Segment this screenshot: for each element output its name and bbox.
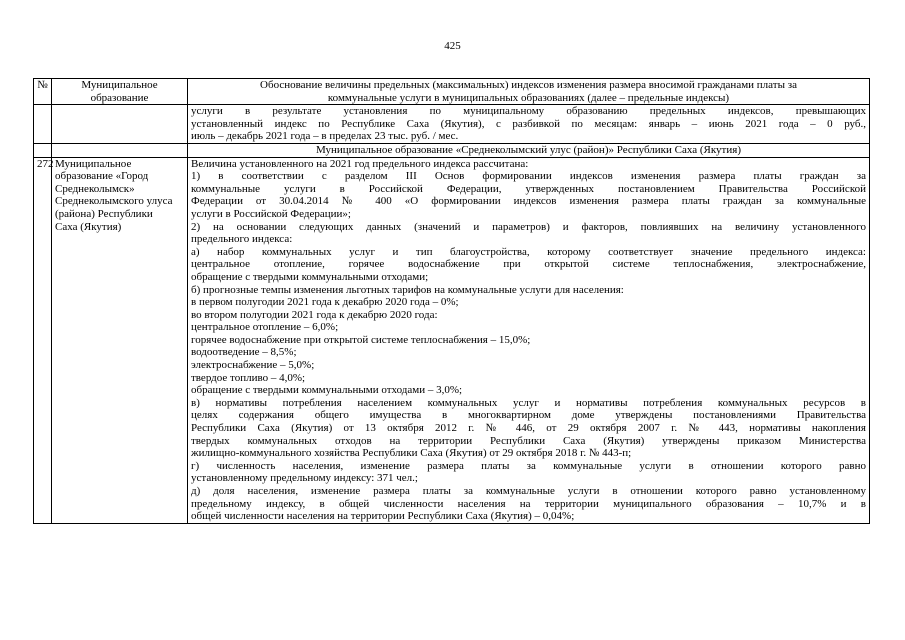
continuation-line: установленный индекс по Республике Саха (Якутия), с разбивкой по месяцам: январь – июнь 2021 года – 0 руб., xyxy=(191,117,866,130)
entry-justification-line: жилищно-коммунального хозяйства Республики Саха (Якутия) от 29 октября 2018 г. № 443-п; xyxy=(191,447,632,460)
title-num xyxy=(34,143,52,157)
entry-justification-line: Федерации от 30.04.2014 № 400 «О формировании индексов изменения размера платы граждан за коммунальные xyxy=(191,195,866,208)
entry-justification xyxy=(188,157,870,523)
continuation-municipality xyxy=(52,105,188,144)
entry-justification-line: горячее водоснабжение при открытой системе теплоснабжения – 15,0%; xyxy=(191,333,531,346)
header-municipality xyxy=(52,79,188,105)
header-justification-line: коммунальные услуги в муниципальных образованиях (далее – предельные индексы) xyxy=(327,91,730,104)
title-municipality xyxy=(52,143,188,157)
entry-justification-line: во втором полугодии 2021 года к декабрю 2020 года: xyxy=(191,308,438,321)
entry-justification-line: 1) в соответствии с разделом III Основ формировании индексов изменения размера платы граждан за xyxy=(191,170,866,183)
entry-justification-line: установленному предельному индексу: 371 чел.; xyxy=(191,472,418,485)
entry-justification-line: целях содержания общего имущества в многоквартирном доме утверждены постановлениями Правительства xyxy=(191,409,866,422)
entry-justification-line: водоотведение – 8,5%; xyxy=(191,346,297,359)
continuation-line: услуги в результате установления по муниципальному образованию предельных индексов, превышающих xyxy=(191,105,866,118)
entry-justification-line: центральное отопление – 6,0%; xyxy=(191,321,339,334)
entry-municipality-line: (района) Республики xyxy=(55,207,153,220)
entry-justification-line: твердое топливо – 4,0%; xyxy=(191,371,306,384)
continuation-text xyxy=(188,105,870,144)
entry-justification-line: б) прогнозные темпы изменения льготных тарифов на коммунальные услуги для населения: xyxy=(191,283,624,296)
entry-justification-line: 2) на основании следующих данных (значений и параметров) и факторов, повлиявших на величину установленного xyxy=(191,220,866,233)
municipality-title-row xyxy=(34,143,870,157)
entry-justification-line: обращение с твердыми коммунальными отходами; xyxy=(191,270,429,283)
entry-justification-line: электроснабжение – 5,0%; xyxy=(191,359,315,372)
entry-justification-line: в первом полугодии 2021 года к декабрю 2020 года – 0%; xyxy=(191,296,459,309)
header-municipality-line: Муниципальное xyxy=(81,79,158,91)
entry-justification-line: твердых коммунальных отходов на территории Республики Саха (Якутия) утверждены приказом Министерства xyxy=(191,434,866,447)
entry-justification-line: предельного индекса: xyxy=(191,233,293,246)
header-justification-line: Обоснование величины предельных (максимальных) индексов изменения размера вносимой гражданами платы за xyxy=(260,79,797,91)
entry-justification-line: услуги в Российской Федерации»; xyxy=(191,207,351,220)
entry-justification-line: г) численность населения, изменение размера платы за коммунальные услуги в отношении которого равно xyxy=(191,459,866,472)
header-justification xyxy=(188,79,870,105)
header-num: № xyxy=(34,79,52,105)
municipality-title: Муниципальное образование «Среднеколымский улус (район)» Республики Саха (Якутия) xyxy=(188,143,870,157)
entry-municipality-line: Муниципальное xyxy=(55,157,132,170)
continuation-line: июль – декабрь 2021 года – в пределах 23 тыс. руб. / мес. xyxy=(191,130,459,143)
entry-municipality-line: Среднеколымск» xyxy=(55,182,135,195)
entry-municipality-line: Среднеколымского улуса xyxy=(55,195,173,208)
entry-justification-line: в) нормативы потребления населением коммунальных услуг и нормативы потребления коммунальных ресурсов в xyxy=(191,396,866,409)
entry-justification-line: а) набор коммунальных услуг и тип благоустройства, которому соответствует значение предельного индекса: xyxy=(191,245,866,258)
entry-justification-line: обращение с твердыми коммунальными отходами – 3,0%; xyxy=(191,384,463,397)
page-number: 425 xyxy=(444,40,461,52)
continuation-row xyxy=(34,105,870,144)
entry-justification-line: Республики Саха (Якутия) от 13 октября 2012 г. № 446, от 29 октября 2007 г. № 443, нормативы накопления xyxy=(191,422,866,435)
entry-justification-line: д) доля населения, изменение размера платы за коммунальные услуги в отношении которого равно установленному xyxy=(191,485,866,497)
entry-justification-line: центральное отопление, горячее водоснабжение при открытой системе теплоснабжения, электроснабжение, xyxy=(191,258,866,271)
entry-justification-line: предельному индексу, в общей численности населения на территории муниципального образования – 10,7% и в xyxy=(191,497,866,510)
entry-row-272 xyxy=(34,157,870,523)
entry-municipality xyxy=(52,157,188,523)
entry-num: 272 xyxy=(34,157,52,523)
table-header-row xyxy=(34,79,870,105)
continuation-num xyxy=(34,105,52,144)
entry-justification-line: коммунальные услуги в Российской Федерации, утвержденных постановлением Правительства Российской xyxy=(191,182,866,195)
entry-municipality-line: образование «Город xyxy=(55,170,149,183)
entry-justification-line: Величина установленного на 2021 год предельного индекса рассчитана: xyxy=(191,157,529,170)
entry-municipality-line: Саха (Якутия) xyxy=(55,220,122,233)
header-municipality-line: образование xyxy=(90,91,149,104)
entry-justification-line: общей численности населения на территории Республики Саха (Якутия) – 0,04%; xyxy=(191,510,575,523)
indices-table xyxy=(33,78,870,524)
